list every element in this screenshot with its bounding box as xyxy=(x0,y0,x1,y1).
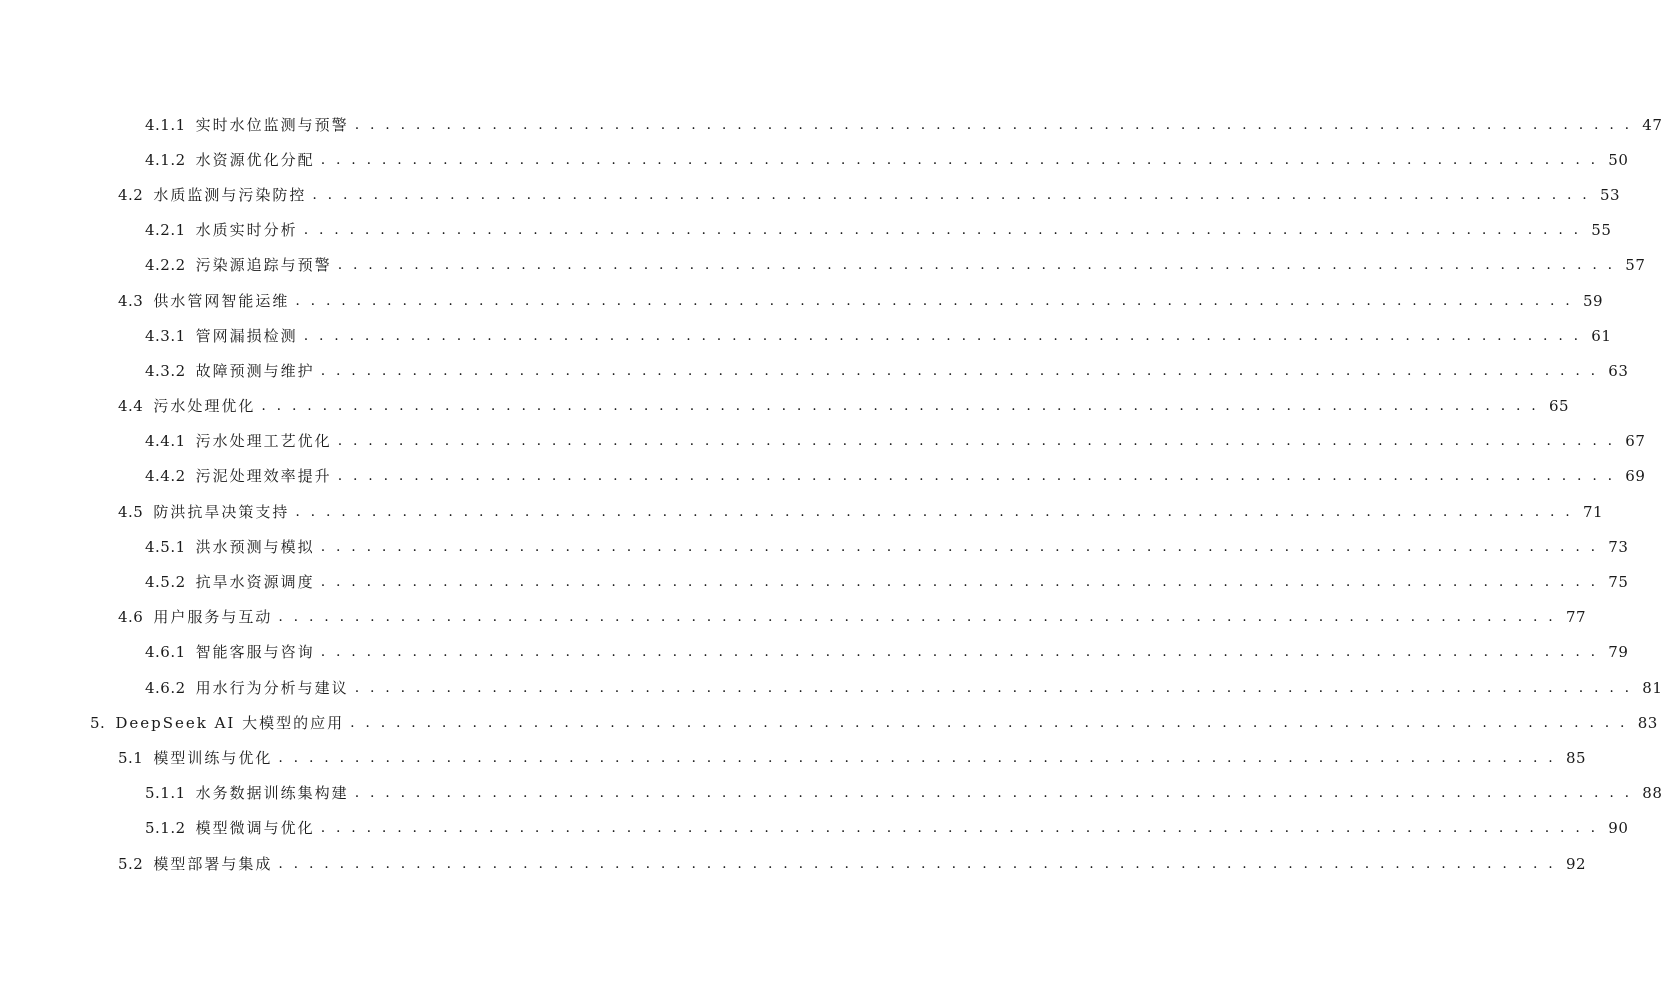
toc-entry[interactable] xyxy=(0,318,1612,353)
toc-entry[interactable] xyxy=(0,600,1587,635)
toc-entry[interactable] xyxy=(0,459,1646,494)
toc-entry[interactable] xyxy=(0,635,1629,670)
toc-entry[interactable] xyxy=(0,846,1587,881)
toc-entry[interactable] xyxy=(0,283,1604,318)
toc-dot-leader: . . . . . . . . . . . . . . . . . . . . . . . . . . . . . . . . . . . . . . . . . . . . . . . . . . . . . . . . . . . . . . . . . . . . . . . . . . . . . . . . . . . . xyxy=(295,503,1573,520)
toc-entry[interactable] xyxy=(0,177,1621,212)
toc-entry-page-number: 71 xyxy=(1582,502,1604,521)
toc-entry-number: 4.3 xyxy=(118,291,144,310)
toc-entry-page-number: 75 xyxy=(1608,573,1629,592)
toc-entry-page-number: 63 xyxy=(1608,361,1629,380)
toc-entry-number: 5. xyxy=(90,713,106,732)
toc-entry-number: 5.1.2 xyxy=(145,819,186,838)
toc-dot-leader: . . . . . . . . . . . . . . . . . . . . . . . . . . . . . . . . . . . . . . . . . . . . . . . . . . . . . . . . . . . . . . . . . . . . . . . . . . . . . . . . . . . . xyxy=(278,609,1556,626)
toc-entry-page-number: 81 xyxy=(1642,678,1662,697)
toc-dot-leader: . . . . . . . . . . . . . . . . . . . . . . . . . . . . . . . . . . . . . . . . . . . . . . . . . . . . . . . . . . . . . . . . . . . . . . . . . . . . . . . . . . . . xyxy=(337,257,1616,274)
toc-entry-number: 4.4.2 xyxy=(145,467,186,486)
toc-entry[interactable] xyxy=(0,107,1662,142)
toc-entry[interactable] xyxy=(0,564,1629,599)
toc-entry-title: 防洪抗旱决策支持 xyxy=(153,502,290,521)
toc-entry-page-number: 57 xyxy=(1625,256,1646,275)
toc-entry[interactable] xyxy=(0,213,1612,248)
toc-entry-page-number: 90 xyxy=(1608,819,1629,838)
table-of-contents xyxy=(0,107,1662,881)
toc-dot-leader: . . . . . . . . . . . . . . . . . . . . . . . . . . . . . . . . . . . . . . . . . . . . . . . . . . . . . . . . . . . . . . . . . . . . . . . . . . . . . . . . . . . . xyxy=(354,116,1633,133)
toc-entry-page-number: 77 xyxy=(1565,608,1587,627)
toc-dot-leader: . . . . . . . . . . . . . . . . . . . . . . . . . . . . . . . . . . . . . . . . . . . . . . . . . . . . . . . . . . . . . . . . . . . . . . . . . . . . . . . . . . . . xyxy=(320,151,1599,168)
toc-entry-title: 污水处理优化 xyxy=(153,397,256,416)
toc-dot-leader: . . . . . . . . . . . . . . . . . . . . . . . . . . . . . . . . . . . . . . . . . . . . . . . . . . . . . . . . . . . . . . . . . . . . . . . . . . . . . . . . . . . . xyxy=(312,186,1590,203)
toc-dot-leader: . . . . . . . . . . . . . . . . . . . . . . . . . . . . . . . . . . . . . . . . . . . . . . . . . . . . . . . . . . . . . . . . . . . . . . . . . . . . . . . . . . . . xyxy=(320,538,1599,555)
toc-entry[interactable] xyxy=(0,248,1646,283)
toc-entry[interactable] xyxy=(0,740,1587,775)
toc-entry-number: 5.1 xyxy=(118,748,144,767)
toc-entry-title: 水质实时分析 xyxy=(195,221,298,240)
toc-entry-title: 模型微调与优化 xyxy=(195,819,315,838)
toc-dot-leader: . . . . . . . . . . . . . . . . . . . . . . . . . . . . . . . . . . . . . . . . . . . . . . . . . . . . . . . . . . . . . . . . . . . . . . . . . . . . . . . . . . . . xyxy=(261,398,1539,415)
toc-entry-page-number: 92 xyxy=(1565,854,1587,873)
toc-entry[interactable] xyxy=(0,353,1629,388)
toc-dot-leader: . . . . . . . . . . . . . . . . . . . . . . . . . . . . . . . . . . . . . . . . . . . . . . . . . . . . . . . . . . . . . . . . . . . . . . . . . . . . . . . . . . . . xyxy=(278,749,1556,766)
toc-dot-leader: . . . . . . . . . . . . . . . . . . . . . . . . . . . . . . . . . . . . . . . . . . . . . . . . . . . . . . . . . . . . . . . . . . . . . . . . . . . . . . . . . . . . xyxy=(278,855,1556,872)
toc-entry-number: 4.6.2 xyxy=(145,678,186,697)
toc-entry[interactable] xyxy=(0,424,1646,459)
toc-dot-leader: . . . . . . . . . . . . . . . . . . . . . . . . . . . . . . . . . . . . . . . . . . . . . . . . . . . . . . . . . . . . . . . . . . . . . . . . . . . . . . . . . . . . xyxy=(320,644,1599,661)
toc-entry-page-number: 65 xyxy=(1548,397,1570,416)
toc-entry[interactable] xyxy=(0,811,1629,846)
toc-entry-number: 4.4 xyxy=(118,397,144,416)
toc-entry[interactable] xyxy=(0,142,1629,177)
toc-entry-page-number: 69 xyxy=(1625,467,1646,486)
toc-entry-number: 4.5.1 xyxy=(145,537,186,556)
toc-entry-title: 模型部署与集成 xyxy=(153,854,273,873)
toc-entry-title: 水资源优化分配 xyxy=(195,150,315,169)
toc-dot-leader: . . . . . . . . . . . . . . . . . . . . . . . . . . . . . . . . . . . . . . . . . . . . . . . . . . . . . . . . . . . . . . . . . . . . . . . . . . . . . . . . . . . . xyxy=(303,327,1582,344)
toc-entry-number: 4.4.1 xyxy=(145,432,186,451)
toc-entry-number: 4.3.2 xyxy=(145,361,186,380)
toc-entry-title: 污染源追踪与预警 xyxy=(195,256,332,275)
toc-entry-title: 用户服务与互动 xyxy=(153,608,273,627)
toc-entry-number: 4.1.2 xyxy=(145,150,186,169)
toc-entry-title: 供水管网智能运维 xyxy=(153,291,290,310)
toc-entry-number: 4.3.1 xyxy=(145,326,186,345)
toc-dot-leader: . . . . . . . . . . . . . . . . . . . . . . . . . . . . . . . . . . . . . . . . . . . . . . . . . . . . . . . . . . . . . . . . . . . . . . . . . . . . . . . . . . . . xyxy=(337,468,1616,485)
toc-entry-page-number: 88 xyxy=(1642,784,1662,803)
toc-entry-number: 4.1.1 xyxy=(145,115,186,134)
toc-entry-page-number: 53 xyxy=(1599,185,1621,204)
toc-entry-page-number: 83 xyxy=(1637,713,1658,732)
toc-entry-number: 4.2.2 xyxy=(145,256,186,275)
toc-dot-leader: . . . . . . . . . . . . . . . . . . . . . . . . . . . . . . . . . . . . . . . . . . . . . . . . . . . . . . . . . . . . . . . . . . . . . . . . . . . . . . . . . . . . xyxy=(350,714,1628,731)
toc-entry-number: 5.1.1 xyxy=(145,784,186,803)
toc-dot-leader: . . . . . . . . . . . . . . . . . . . . . . . . . . . . . . . . . . . . . . . . . . . . . . . . . . . . . . . . . . . . . . . . . . . . . . . . . . . . . . . . . . . . xyxy=(320,820,1599,837)
toc-entry-number: 4.2.1 xyxy=(145,221,186,240)
toc-entry[interactable] xyxy=(0,705,1658,740)
toc-entry-title: 水质监测与污染防控 xyxy=(153,185,307,204)
toc-entry-page-number: 61 xyxy=(1591,326,1612,345)
toc-entry-page-number: 79 xyxy=(1608,643,1629,662)
toc-entry[interactable] xyxy=(0,776,1662,811)
toc-entry-title: 洪水预测与模拟 xyxy=(195,537,315,556)
toc-dot-leader: . . . . . . . . . . . . . . . . . . . . . . . . . . . . . . . . . . . . . . . . . . . . . . . . . . . . . . . . . . . . . . . . . . . . . . . . . . . . . . . . . . . . xyxy=(320,574,1599,591)
toc-entry[interactable] xyxy=(0,494,1604,529)
toc-entry[interactable] xyxy=(0,389,1570,424)
toc-entry-number: 4.5.2 xyxy=(145,573,186,592)
toc-entry-title: 污泥处理效率提升 xyxy=(195,467,332,486)
toc-dot-leader: . . . . . . . . . . . . . . . . . . . . . . . . . . . . . . . . . . . . . . . . . . . . . . . . . . . . . . . . . . . . . . . . . . . . . . . . . . . . . . . . . . . . xyxy=(303,222,1582,239)
toc-entry-number: 4.6 xyxy=(118,608,144,627)
toc-entry-page-number: 67 xyxy=(1625,432,1646,451)
toc-entry-page-number: 55 xyxy=(1591,221,1612,240)
toc-dot-leader: . . . . . . . . . . . . . . . . . . . . . . . . . . . . . . . . . . . . . . . . . . . . . . . . . . . . . . . . . . . . . . . . . . . . . . . . . . . . . . . . . . . . xyxy=(295,292,1573,309)
toc-entry-number: 4.5 xyxy=(118,502,144,521)
toc-entry-title: 管网漏损检测 xyxy=(195,326,298,345)
toc-entry-page-number: 47 xyxy=(1642,115,1662,134)
toc-entry-page-number: 50 xyxy=(1608,150,1629,169)
toc-entry[interactable] xyxy=(0,670,1662,705)
toc-entry-title: 智能客服与咨询 xyxy=(195,643,315,662)
toc-dot-leader: . . . . . . . . . . . . . . . . . . . . . . . . . . . . . . . . . . . . . . . . . . . . . . . . . . . . . . . . . . . . . . . . . . . . . . . . . . . . . . . . . . . . xyxy=(354,679,1633,696)
toc-entry-number: 5.2 xyxy=(118,854,144,873)
toc-entry-title: 用水行为分析与建议 xyxy=(195,678,349,697)
toc-entry-title: 污水处理工艺优化 xyxy=(195,432,332,451)
toc-entry-title: 水务数据训练集构建 xyxy=(195,784,349,803)
toc-entry-page-number: 59 xyxy=(1582,291,1604,310)
toc-entry-title: 故障预测与维护 xyxy=(195,361,315,380)
toc-entry-page-number: 85 xyxy=(1565,748,1587,767)
toc-entry-number: 4.2 xyxy=(118,185,144,204)
toc-entry-title: 抗旱水资源调度 xyxy=(195,573,315,592)
toc-dot-leader: . . . . . . . . . . . . . . . . . . . . . . . . . . . . . . . . . . . . . . . . . . . . . . . . . . . . . . . . . . . . . . . . . . . . . . . . . . . . . . . . . . . . xyxy=(320,362,1599,379)
toc-dot-leader: . . . . . . . . . . . . . . . . . . . . . . . . . . . . . . . . . . . . . . . . . . . . . . . . . . . . . . . . . . . . . . . . . . . . . . . . . . . . . . . . . . . . xyxy=(354,785,1633,802)
toc-entry[interactable] xyxy=(0,529,1629,564)
toc-dot-leader: . . . . . . . . . . . . . . . . . . . . . . . . . . . . . . . . . . . . . . . . . . . . . . . . . . . . . . . . . . . . . . . . . . . . . . . . . . . . . . . . . . . . xyxy=(337,433,1616,450)
toc-entry-title: DeepSeek AI 大模型的应用 xyxy=(115,713,345,732)
toc-entry-title: 实时水位监测与预警 xyxy=(195,115,349,134)
toc-entry-number: 4.6.1 xyxy=(145,643,186,662)
toc-entry-title: 模型训练与优化 xyxy=(153,748,273,767)
toc-entry-page-number: 73 xyxy=(1608,537,1629,556)
